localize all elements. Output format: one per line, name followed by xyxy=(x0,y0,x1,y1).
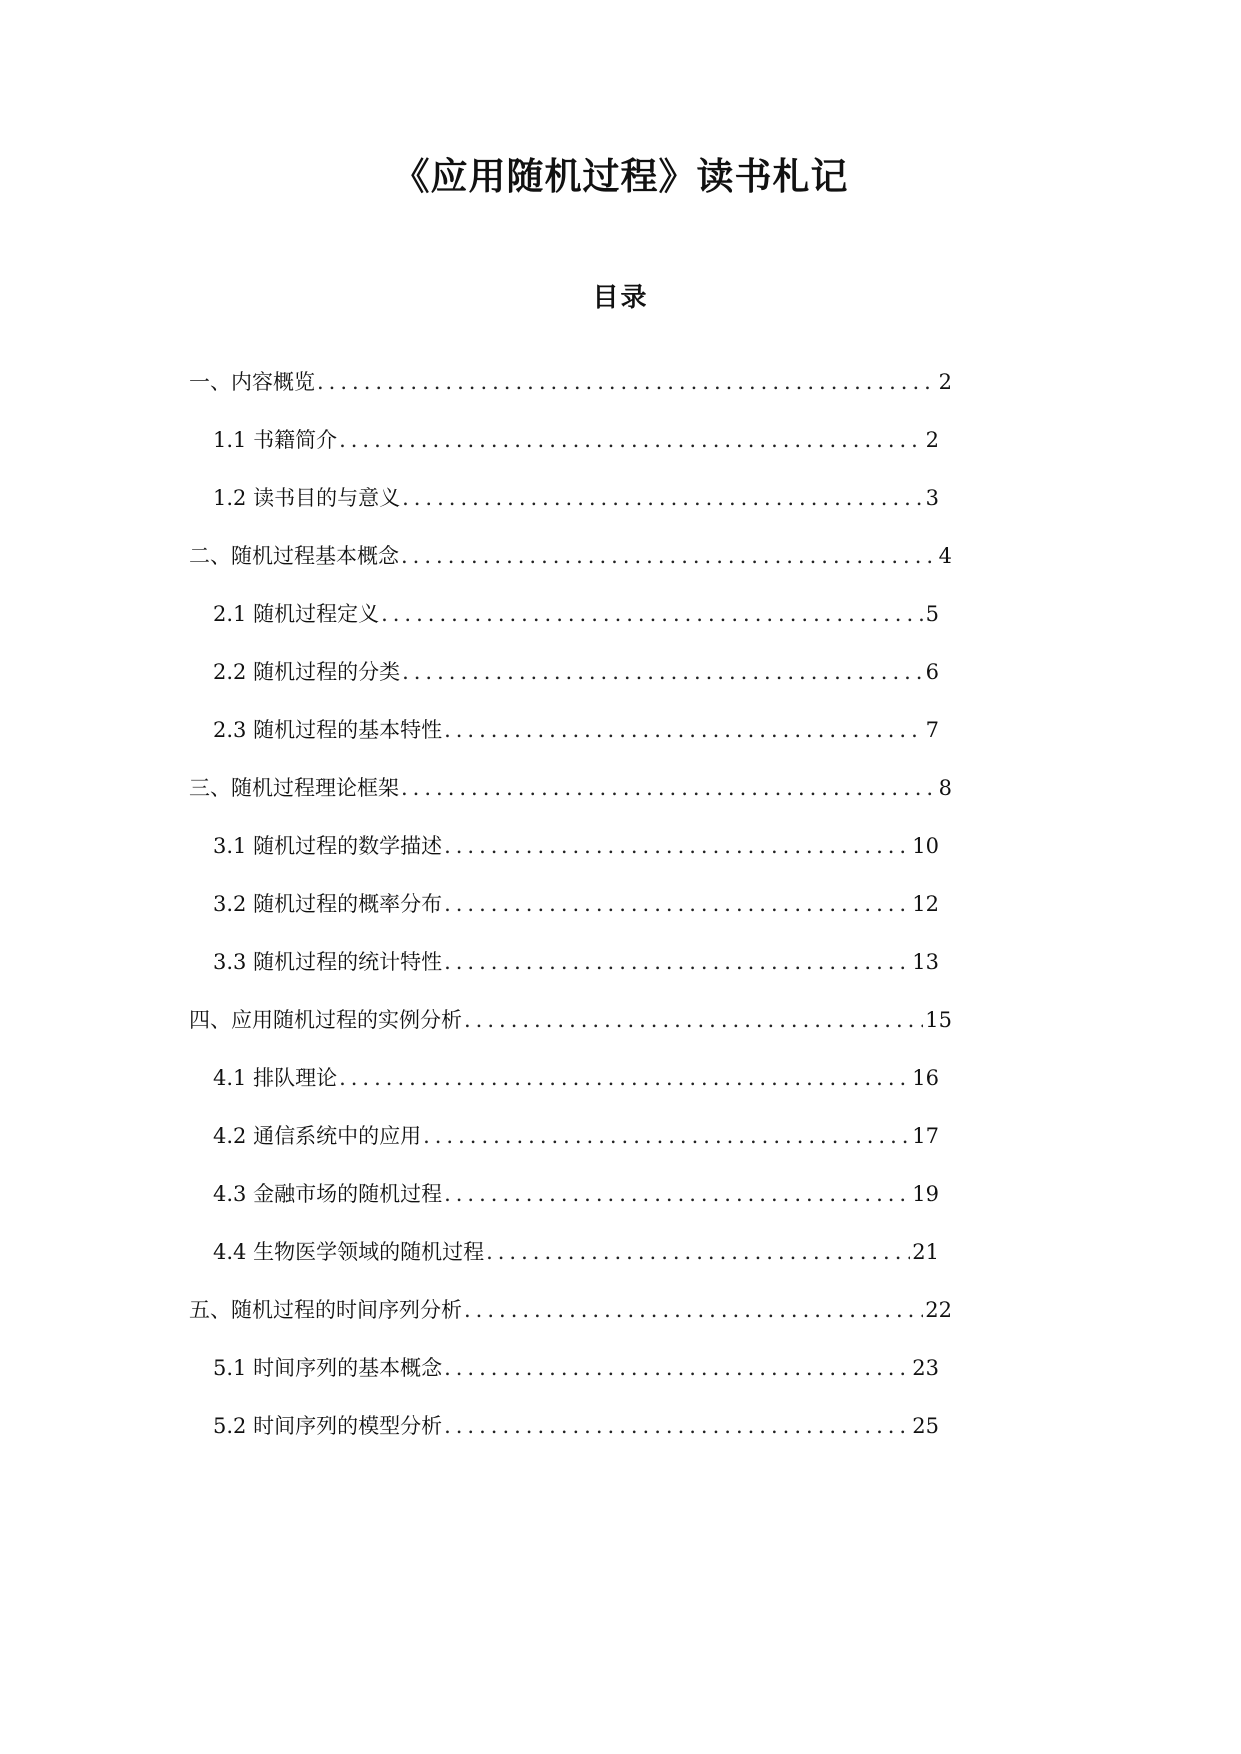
toc-entry[interactable] xyxy=(213,1408,939,1444)
toc-entry[interactable] xyxy=(213,480,939,516)
toc-entry-label: 1.2 读书目的与意义 xyxy=(213,486,401,510)
toc-dot-leader xyxy=(315,364,937,400)
toc-entry[interactable] xyxy=(213,1060,939,1096)
toc-entry-label: 五、随机过程的时间序列分析 xyxy=(189,1298,462,1322)
toc-entry-page-number: 19 xyxy=(912,1182,939,1206)
toc-entry[interactable] xyxy=(213,712,939,748)
toc-entry-page-number: 7 xyxy=(925,718,939,742)
toc-dot-leader xyxy=(442,1408,910,1444)
toc-dot-leader xyxy=(399,538,937,574)
toc-entry-label: 三、随机过程理论框架 xyxy=(189,776,399,800)
toc-entry-page-number: 21 xyxy=(912,1240,939,1264)
toc-entry[interactable] xyxy=(213,422,939,458)
toc-entry-label: 4.4 生物医学领域的随机过程 xyxy=(213,1240,485,1264)
toc-entry-label: 2.2 随机过程的分类 xyxy=(213,660,401,684)
toc-entry-label: 2.3 随机过程的基本特性 xyxy=(213,718,443,742)
toc-entry-page-number: 4 xyxy=(938,544,952,568)
toc-entry-label: 二、随机过程基本概念 xyxy=(189,544,399,568)
toc-entry-label: 3.1 随机过程的数学描述 xyxy=(213,834,443,858)
toc-entry-page-number: 2 xyxy=(925,428,939,452)
toc-entry[interactable] xyxy=(213,654,939,690)
toc-entry[interactable] xyxy=(213,828,939,864)
toc-entry-page-number: 3 xyxy=(925,486,939,510)
toc-dot-leader xyxy=(442,828,910,864)
toc-entry-page-number: 5 xyxy=(925,602,939,626)
toc-dot-leader xyxy=(484,1234,910,1270)
toc-entry[interactable] xyxy=(189,538,952,574)
toc-dot-leader xyxy=(442,1176,910,1212)
toc-entry[interactable] xyxy=(189,770,952,806)
toc-entry[interactable] xyxy=(213,1350,939,1386)
toc-dot-leader xyxy=(442,712,924,748)
toc-entry[interactable] xyxy=(189,1002,952,1038)
toc-entry-page-number: 17 xyxy=(912,1124,939,1148)
toc-dot-leader xyxy=(421,1118,910,1154)
toc-heading: 目录 xyxy=(592,283,649,313)
toc-dot-leader xyxy=(442,886,910,922)
toc-dot-leader xyxy=(337,1060,910,1096)
toc-entry-label: 5.1 时间序列的基本概念 xyxy=(213,1356,443,1380)
toc-entry-page-number: 23 xyxy=(912,1356,939,1380)
toc-entry-page-number: 2 xyxy=(938,370,952,394)
toc-entry-label: 5.2 时间序列的模型分析 xyxy=(213,1414,443,1438)
toc-entry-label: 3.3 随机过程的统计特性 xyxy=(213,950,443,974)
toc-entry-page-number: 22 xyxy=(925,1298,952,1322)
toc-entry-page-number: 6 xyxy=(925,660,939,684)
toc-entry[interactable] xyxy=(213,1234,939,1270)
toc-entry-label: 一、内容概览 xyxy=(189,370,315,394)
toc-dot-leader xyxy=(462,1002,923,1038)
toc-entry[interactable] xyxy=(213,944,939,980)
toc-entry-label: 3.2 随机过程的概率分布 xyxy=(213,892,443,916)
toc-dot-leader xyxy=(400,654,924,690)
toc-entry-label: 4.2 通信系统中的应用 xyxy=(213,1124,422,1148)
toc-entry-label: 2.1 随机过程定义 xyxy=(213,602,380,626)
toc-entry[interactable] xyxy=(189,364,952,400)
toc-entry[interactable] xyxy=(213,1176,939,1212)
toc-entry[interactable] xyxy=(213,886,939,922)
toc-entry-page-number: 25 xyxy=(912,1414,939,1438)
toc-entry-label: 4.3 金融市场的随机过程 xyxy=(213,1182,443,1206)
toc-dot-leader xyxy=(462,1292,923,1328)
toc-entry-page-number: 10 xyxy=(912,834,939,858)
toc-dot-leader xyxy=(379,596,924,632)
toc-entry-label: 4.1 排队理论 xyxy=(213,1066,338,1090)
toc-dot-leader xyxy=(442,944,910,980)
toc-dot-leader xyxy=(399,770,937,806)
toc-entry-label: 1.1 书籍简介 xyxy=(213,428,338,452)
toc-entry[interactable] xyxy=(213,596,939,632)
toc-entry[interactable] xyxy=(189,1292,952,1328)
toc-dot-leader xyxy=(442,1350,910,1386)
toc-dot-leader xyxy=(337,422,924,458)
toc-entry[interactable] xyxy=(213,1118,939,1154)
toc-dot-leader xyxy=(400,480,924,516)
toc-entry-page-number: 12 xyxy=(912,892,939,916)
toc-entry-page-number: 13 xyxy=(912,950,939,974)
document-title: 《应用随机过程》读书札记 xyxy=(392,154,849,198)
toc-entry-page-number: 8 xyxy=(938,776,952,800)
toc-entry-label: 四、应用随机过程的实例分析 xyxy=(189,1008,462,1032)
toc-entry-page-number: 16 xyxy=(912,1066,939,1090)
toc-entry-page-number: 15 xyxy=(925,1008,952,1032)
